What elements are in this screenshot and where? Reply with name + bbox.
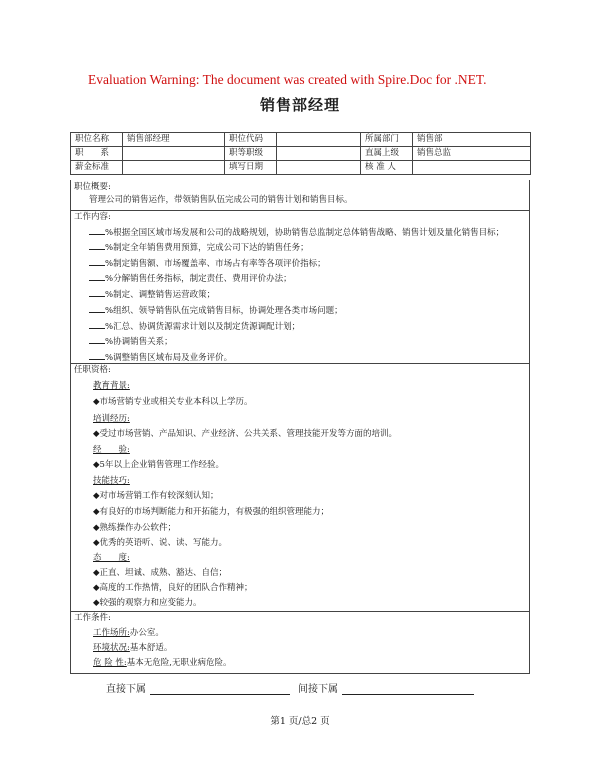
- qualification-section: [70, 363, 530, 612]
- list-item: ◆熟练操作办公软件；: [93, 523, 177, 533]
- education-text: ◆市场营销专业或相关专业本科以上学历。: [93, 397, 253, 407]
- indirect-subordinates-label: 间接下属: [298, 684, 338, 695]
- salary-value: [123, 161, 225, 175]
- department-value: 销售部: [413, 133, 531, 147]
- overview-heading: 职位概要:: [74, 182, 111, 192]
- attitude-label: 态 度:: [93, 553, 130, 563]
- work-section: [70, 210, 530, 364]
- direct-subordinates-label: 直接下属: [106, 684, 146, 695]
- place-label: 工作场所:: [93, 628, 130, 638]
- education-label: 教育背景:: [93, 381, 130, 391]
- fill-date-label: 填写日期: [225, 161, 277, 175]
- list-item: %制定销售额、市场覆盖率、市场占有率等各项评价指标；: [89, 257, 326, 270]
- salary-label: 薪金标准: [71, 161, 123, 175]
- table-row: [71, 161, 531, 175]
- job-family-label: 职 系: [71, 147, 123, 161]
- list-item: ◆较强的观察力和应变能力。: [93, 598, 202, 608]
- environment-row: [93, 643, 172, 654]
- skills-label: 技能技巧:: [93, 476, 130, 486]
- conditions-heading: 工作条件:: [74, 613, 111, 623]
- approver-value: [413, 161, 531, 175]
- danger-row: [93, 658, 232, 669]
- place-row: [93, 628, 164, 639]
- list-item: %分解销售任务指标，制定责任、费用评价办法；: [89, 272, 292, 285]
- environment-value: 基本舒适。: [129, 643, 173, 653]
- list-item: ◆正直、坦诚、成熟、豁达、自信；: [93, 568, 228, 578]
- overview-section: [70, 180, 530, 211]
- position-name-label: 职位名称: [71, 133, 123, 147]
- list-item: %汇总、协调货源需求计划以及制定货源调配计划；: [89, 320, 300, 333]
- list-item: %制定全年销售费用预算，完成公司下达的销售任务；: [89, 241, 309, 254]
- conditions-section: [70, 611, 530, 674]
- table-row: [71, 147, 531, 161]
- list-item: ◆有良好的市场判断能力和开拓能力，有极强的组织管理能力；: [93, 507, 330, 517]
- list-item: ◆对市场营销工作有较深刻认知；: [93, 491, 219, 501]
- place-value: 办公室。: [129, 628, 164, 638]
- direct-subordinates: [106, 680, 290, 695]
- department-label: 所属部门: [361, 133, 413, 147]
- fill-date-value: [277, 161, 361, 175]
- overview-text: 管理公司的销售运作，带领销售队伍完成公司的销售计划和销售目标。: [89, 195, 353, 205]
- list-item: %制定、调整销售运营政策；: [89, 288, 215, 301]
- list-item: %调整销售区域布局及业务评价。: [89, 351, 232, 364]
- supervisor-label: 直属上级: [361, 147, 413, 161]
- list-item: ◆高度的工作热情，良好的团队合作精神；: [93, 583, 253, 593]
- grade-label: 职等职级: [225, 147, 277, 161]
- indirect-subordinates-line: [342, 684, 474, 695]
- job-family-value: [123, 147, 225, 161]
- job-info-table: [70, 132, 531, 175]
- page-number: 第1 页/总2 页: [270, 716, 330, 727]
- danger-label: 危 险 性:: [93, 658, 127, 668]
- experience-label: 经 验:: [93, 445, 130, 455]
- list-item: %组织、领导销售队伍完成销售目标，协调处理各类市场问题；: [89, 304, 343, 317]
- approver-label: 核 准 人: [361, 161, 413, 175]
- training-label: 培训经历:: [93, 414, 130, 424]
- training-text: ◆受过市场营销、产品知识、产业经济、公共关系、管理技能开发等方面的培训。: [93, 429, 398, 439]
- supervisor-value: 销售总监: [413, 147, 531, 161]
- position-code-value: [277, 133, 361, 147]
- work-heading: 工作内容:: [74, 212, 111, 222]
- indirect-subordinates: [298, 680, 474, 695]
- list-item: %协调销售关系；: [89, 335, 173, 348]
- list-item: ◆优秀的英语听、说、读、写能力。: [93, 538, 228, 548]
- document-title: 销售部经理: [259, 96, 340, 114]
- direct-subordinates-line: [150, 684, 290, 695]
- experience-text: ◆5年以上企业销售管理工作经验。: [93, 460, 224, 470]
- table-row: [71, 133, 531, 147]
- position-code-label: 职位代码: [225, 133, 277, 147]
- grade-value: [277, 147, 361, 161]
- qualification-heading: 任职资格:: [74, 365, 111, 375]
- list-item: %根据全国区域市场发展和公司的战略规划，协助销售总监制定总体销售战略、销售计划及量化销售目标；: [89, 226, 504, 239]
- position-name-value: 销售部经理: [123, 133, 225, 147]
- environment-label: 环境状况:: [93, 643, 130, 653]
- danger-value: 基本无危险,无职业病危险。: [126, 658, 232, 668]
- evaluation-warning: Evaluation Warning: The document was created with Spire.Doc for .NET.: [88, 72, 487, 87]
